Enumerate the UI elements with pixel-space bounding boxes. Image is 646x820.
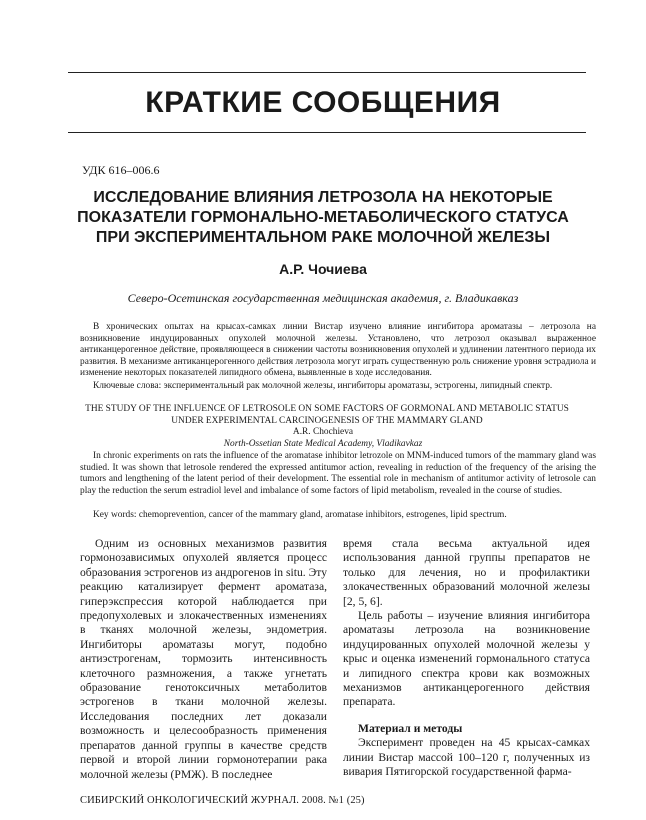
udk-code: УДК 616–006.6 [82, 163, 160, 177]
keywords-en: Key words: chemoprevention, cancer of the mammary gland, aromatase inhibitors, estrogenes, lipid spectrum. [93, 510, 507, 520]
methods-heading: Материал и методы [358, 721, 463, 735]
intro-continuation: время стала весьма актуальной идея использования данной группы препаратов не только для лечения, но и профилактики злокачественных образований молочной железы [2, 5, 6]. [343, 537, 590, 608]
methods-paragraph: Эксперимент проведен на 45 крысах-самках линии Вистар массой 100–120 г, полученных из вивария Пятигорской государственной фарма- [343, 736, 590, 779]
journal-footer: СИБИРСКИЙ ОНКОЛОГИЧЕСКИЙ ЖУРНАЛ. 2008. №1 (25) [80, 795, 365, 806]
affiliation: Северо-Осетинская государственная медицинская академия, г. Владикавказ [127, 291, 519, 305]
keywords-ru: Ключевые слова: экспериментальный рак молочной железы, ингибиторы ароматазы, эстрогены, липидный спектр. [93, 381, 553, 391]
body-column-right [343, 537, 590, 780]
article-title-line: ИССЛЕДОВАНИЕ ВЛИЯНИЯ ЛЕТРОЗОЛА НА НЕКОТОРЫЕ [93, 189, 553, 206]
abstract-ru [80, 322, 596, 380]
article-title-line: ПРИ ЭКСПЕРИМЕНТАЛЬНОМ РАКЕ МОЛОЧНОЙ ЖЕЛЕЗЫ [95, 229, 551, 246]
intro-paragraph: Одним из основных механизмов развития гормонозависимых опухолей является процесс образования эстрогенов из андрогенов in situ. Эту реакцию катализирует фермент ароматаза, гиперэкспрессия которой наблюдается при предопухолевых и злокачественных изменениях в тканях молочной железы, эндометрия. Ингибиторы ароматазы могут, подобно антиэстрогенам, тормозить интенсивность клеточного размножения, а также угнетать образование генотоксичных метаболитов эстрогенов в ткани молочной железы. Исследования последних лет доказали возможность и целесообразность применения препаратов данной группы в качестве средств первой и второй линии гормонотерапии рака молочной железы (РМЖ). В последнее [80, 537, 327, 781]
english-affiliation: North-Ossetian State Medical Academy, Vladikavkaz [223, 439, 423, 449]
author: А.Р. Чочиева [279, 261, 367, 277]
english-title [64, 404, 590, 427]
english-title-line: UNDER EXPERIMENTAL CARCINOGENESIS OF THE MAMMARY GLAND [171, 415, 483, 426]
article-title [40, 188, 606, 248]
body-column-left [80, 537, 327, 782]
aim-paragraph: Цель работы – изучение влияния ингибитора ароматазы летрозола на возникновение индуцированных опухолей молочной железы у крыс и оценка изменений гормонального статуса и липидного спектра крови как возможных механизмов антиканцерогенного действия препарата. [343, 609, 590, 709]
section-spacer [343, 710, 590, 722]
abstract-ru-text: В хронических опытах на крысах-самках линии Вистар изучено влияние ингибитора ароматазы – летрозола на возникновение индуцированных опухолей молочной железы. Установлено, что летрозол оказывал выраженное антиканцерогенное действие, проявляющееся в снижении частоты возникновения опухолей и удлинении латентного периода их развития. В механизме антиканцерогенного действия летрозола могут играть существенную роль снижение уровня эстрадиола и изменение некоторых показателей липидного обмена, выявленные в ходе исследования. [80, 322, 596, 379]
header-rule-top [68, 72, 586, 73]
article-title-line: ПОКАЗАТЕЛИ ГОРМОНАЛЬНО-МЕТАБОЛИЧЕСКОГО СТАТУСА [77, 209, 569, 226]
header-rule-bottom [68, 132, 586, 133]
abstract-en [80, 451, 596, 497]
english-title-line: THE STUDY OF THE INFLUENCE OF LETROSOLE ON SOME FACTORS OF GORMONAL AND METABOLIC STATUS [85, 404, 569, 414]
section-title: КРАТКИЕ СООБЩЕНИЯ [145, 86, 501, 119]
english-author: A.R. Chochieva [292, 427, 354, 437]
abstract-en-text: In chronic experiments on rats the influence of the aromatase inhibitor letrozole on MNM-induced tumors of the mammary gland was studied. It was shown that letrosole rendered the expressed antitumor action, revealing in reduction of the frequency of the arising the tumors and lengthening of the latent period of their development. The essential role in mechanism of antitumor activity of letrosole can play the reduction the serum estradiol level and imbalance of some factors of lipid metabolism, revealed in the course of studies. [80, 451, 596, 496]
